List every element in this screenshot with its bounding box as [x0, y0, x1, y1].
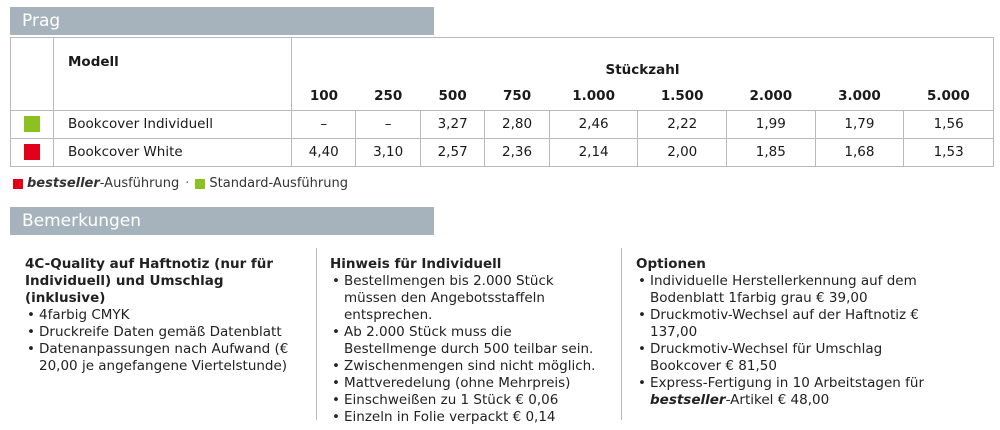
- list-item: • Druckmotiv-Wechsel auf der Haftnotiz € 137,00: [636, 307, 936, 341]
- table-row: [11, 110, 994, 138]
- model-name: Bookcover Individuell: [54, 110, 292, 138]
- bestseller-label: bestseller: [650, 392, 726, 408]
- quantity-header: 1.000: [549, 82, 638, 110]
- column-divider: [621, 248, 622, 420]
- legend-bestseller-bold: bestseller: [27, 176, 100, 191]
- quantity-header: 100: [292, 82, 356, 110]
- legend-bestseller-text: -Ausführung: [99, 176, 180, 191]
- list-item: • Express-Fertigung in 10 Arbeitstagen für bestseller-Artikel € 48,00: [636, 375, 936, 409]
- remarks-col-quality: [25, 256, 305, 375]
- price-table: [10, 37, 994, 167]
- remarks-list: [25, 307, 305, 375]
- list-item: • Ab 2.000 Stück muss die Bestellmenge durch 500 teilbar sein.: [330, 324, 605, 358]
- list-item: • 4farbig CMYK: [25, 307, 305, 324]
- price-cell: 1,56: [904, 110, 994, 138]
- price-cell: 3,10: [356, 138, 420, 166]
- list-item: • Einzeln in Folie verpackt € 0,14: [330, 409, 605, 426]
- legend: [13, 176, 348, 191]
- price-cell: 4,40: [292, 138, 356, 166]
- list-item: • Datenanpassungen nach Aufwand (€ 20,00 je angefangene Viertelstunde): [25, 341, 305, 375]
- bestseller-swatch: [13, 179, 23, 189]
- remarks-list: [636, 273, 936, 409]
- price-cell: 1,85: [727, 138, 816, 166]
- legend-separator: ·: [185, 176, 190, 191]
- list-item: • Druckreife Daten gemäß Datenblatt: [25, 324, 305, 341]
- price-cell: 2,46: [549, 110, 638, 138]
- price-cell: 2,00: [638, 138, 727, 166]
- remarks-title: Hinweis für Individuell: [330, 256, 502, 272]
- quantity-header: 2.000: [727, 82, 816, 110]
- section-header-bemerkungen: Bemerkungen: [10, 207, 434, 235]
- price-cell: 3,27: [420, 110, 484, 138]
- legend-standard-text: Standard-Ausführung: [209, 176, 348, 191]
- quantity-header: 250: [356, 82, 420, 110]
- price-cell: –: [292, 110, 356, 138]
- price-cell: 1,68: [815, 138, 904, 166]
- remarks-col-optionen: [636, 256, 936, 409]
- quantity-header: 5.000: [904, 82, 994, 110]
- swatch-header-cell: [11, 38, 54, 111]
- quantity-header: 500: [420, 82, 484, 110]
- item-tail: -Artikel € 48,00: [725, 392, 830, 408]
- price-cell: 2,36: [485, 138, 549, 166]
- price-cell: –: [356, 110, 420, 138]
- list-item: • Einschweißen zu 1 Stück € 0,06: [330, 392, 605, 409]
- column-divider: [316, 248, 317, 420]
- remarks-list: [330, 273, 605, 426]
- quantity-header: 750: [485, 82, 549, 110]
- swatch-cell: [11, 138, 54, 166]
- swatch-cell: [11, 110, 54, 138]
- model-swatch: [24, 144, 40, 160]
- list-item: • Zwischenmengen sind nicht möglich.: [330, 358, 605, 375]
- remarks-col-hinweis: [330, 256, 605, 426]
- model-swatch: [24, 116, 40, 132]
- standard-swatch: [195, 179, 205, 189]
- table-row: [11, 138, 994, 166]
- price-cell: 2,57: [420, 138, 484, 166]
- list-item: • Mattveredelung (ohne Mehrpreis): [330, 375, 605, 392]
- section-header-prag: Prag: [10, 7, 434, 35]
- model-name: Bookcover White: [54, 138, 292, 166]
- price-cell: 1,53: [904, 138, 994, 166]
- price-cell: 1,99: [727, 110, 816, 138]
- modell-header: Modell: [54, 38, 292, 111]
- stueckzahl-header: Stückzahl: [292, 38, 994, 83]
- price-cell: 1,79: [815, 110, 904, 138]
- price-cell: 2,14: [549, 138, 638, 166]
- remarks-title: Optionen: [636, 256, 706, 272]
- list-item: • Individuelle Herstellerkennung auf dem Bodenblatt 1farbig grau € 39,00: [636, 273, 936, 307]
- price-cell: 2,80: [485, 110, 549, 138]
- quantity-header: 3.000: [815, 82, 904, 110]
- remarks-title: 4C-Quality auf Haftnotiz (nur für Individuell) und Umschlag (inklusive): [25, 256, 274, 306]
- quantity-header: 1.500: [638, 82, 727, 110]
- list-item: • Bestellmengen bis 2.000 Stück müssen den Angebotsstaffeln entsprechen.: [330, 273, 605, 324]
- list-item: • Druckmotiv-Wechsel für Umschlag Bookcover € 81,50: [636, 341, 936, 375]
- price-cell: 2,22: [638, 110, 727, 138]
